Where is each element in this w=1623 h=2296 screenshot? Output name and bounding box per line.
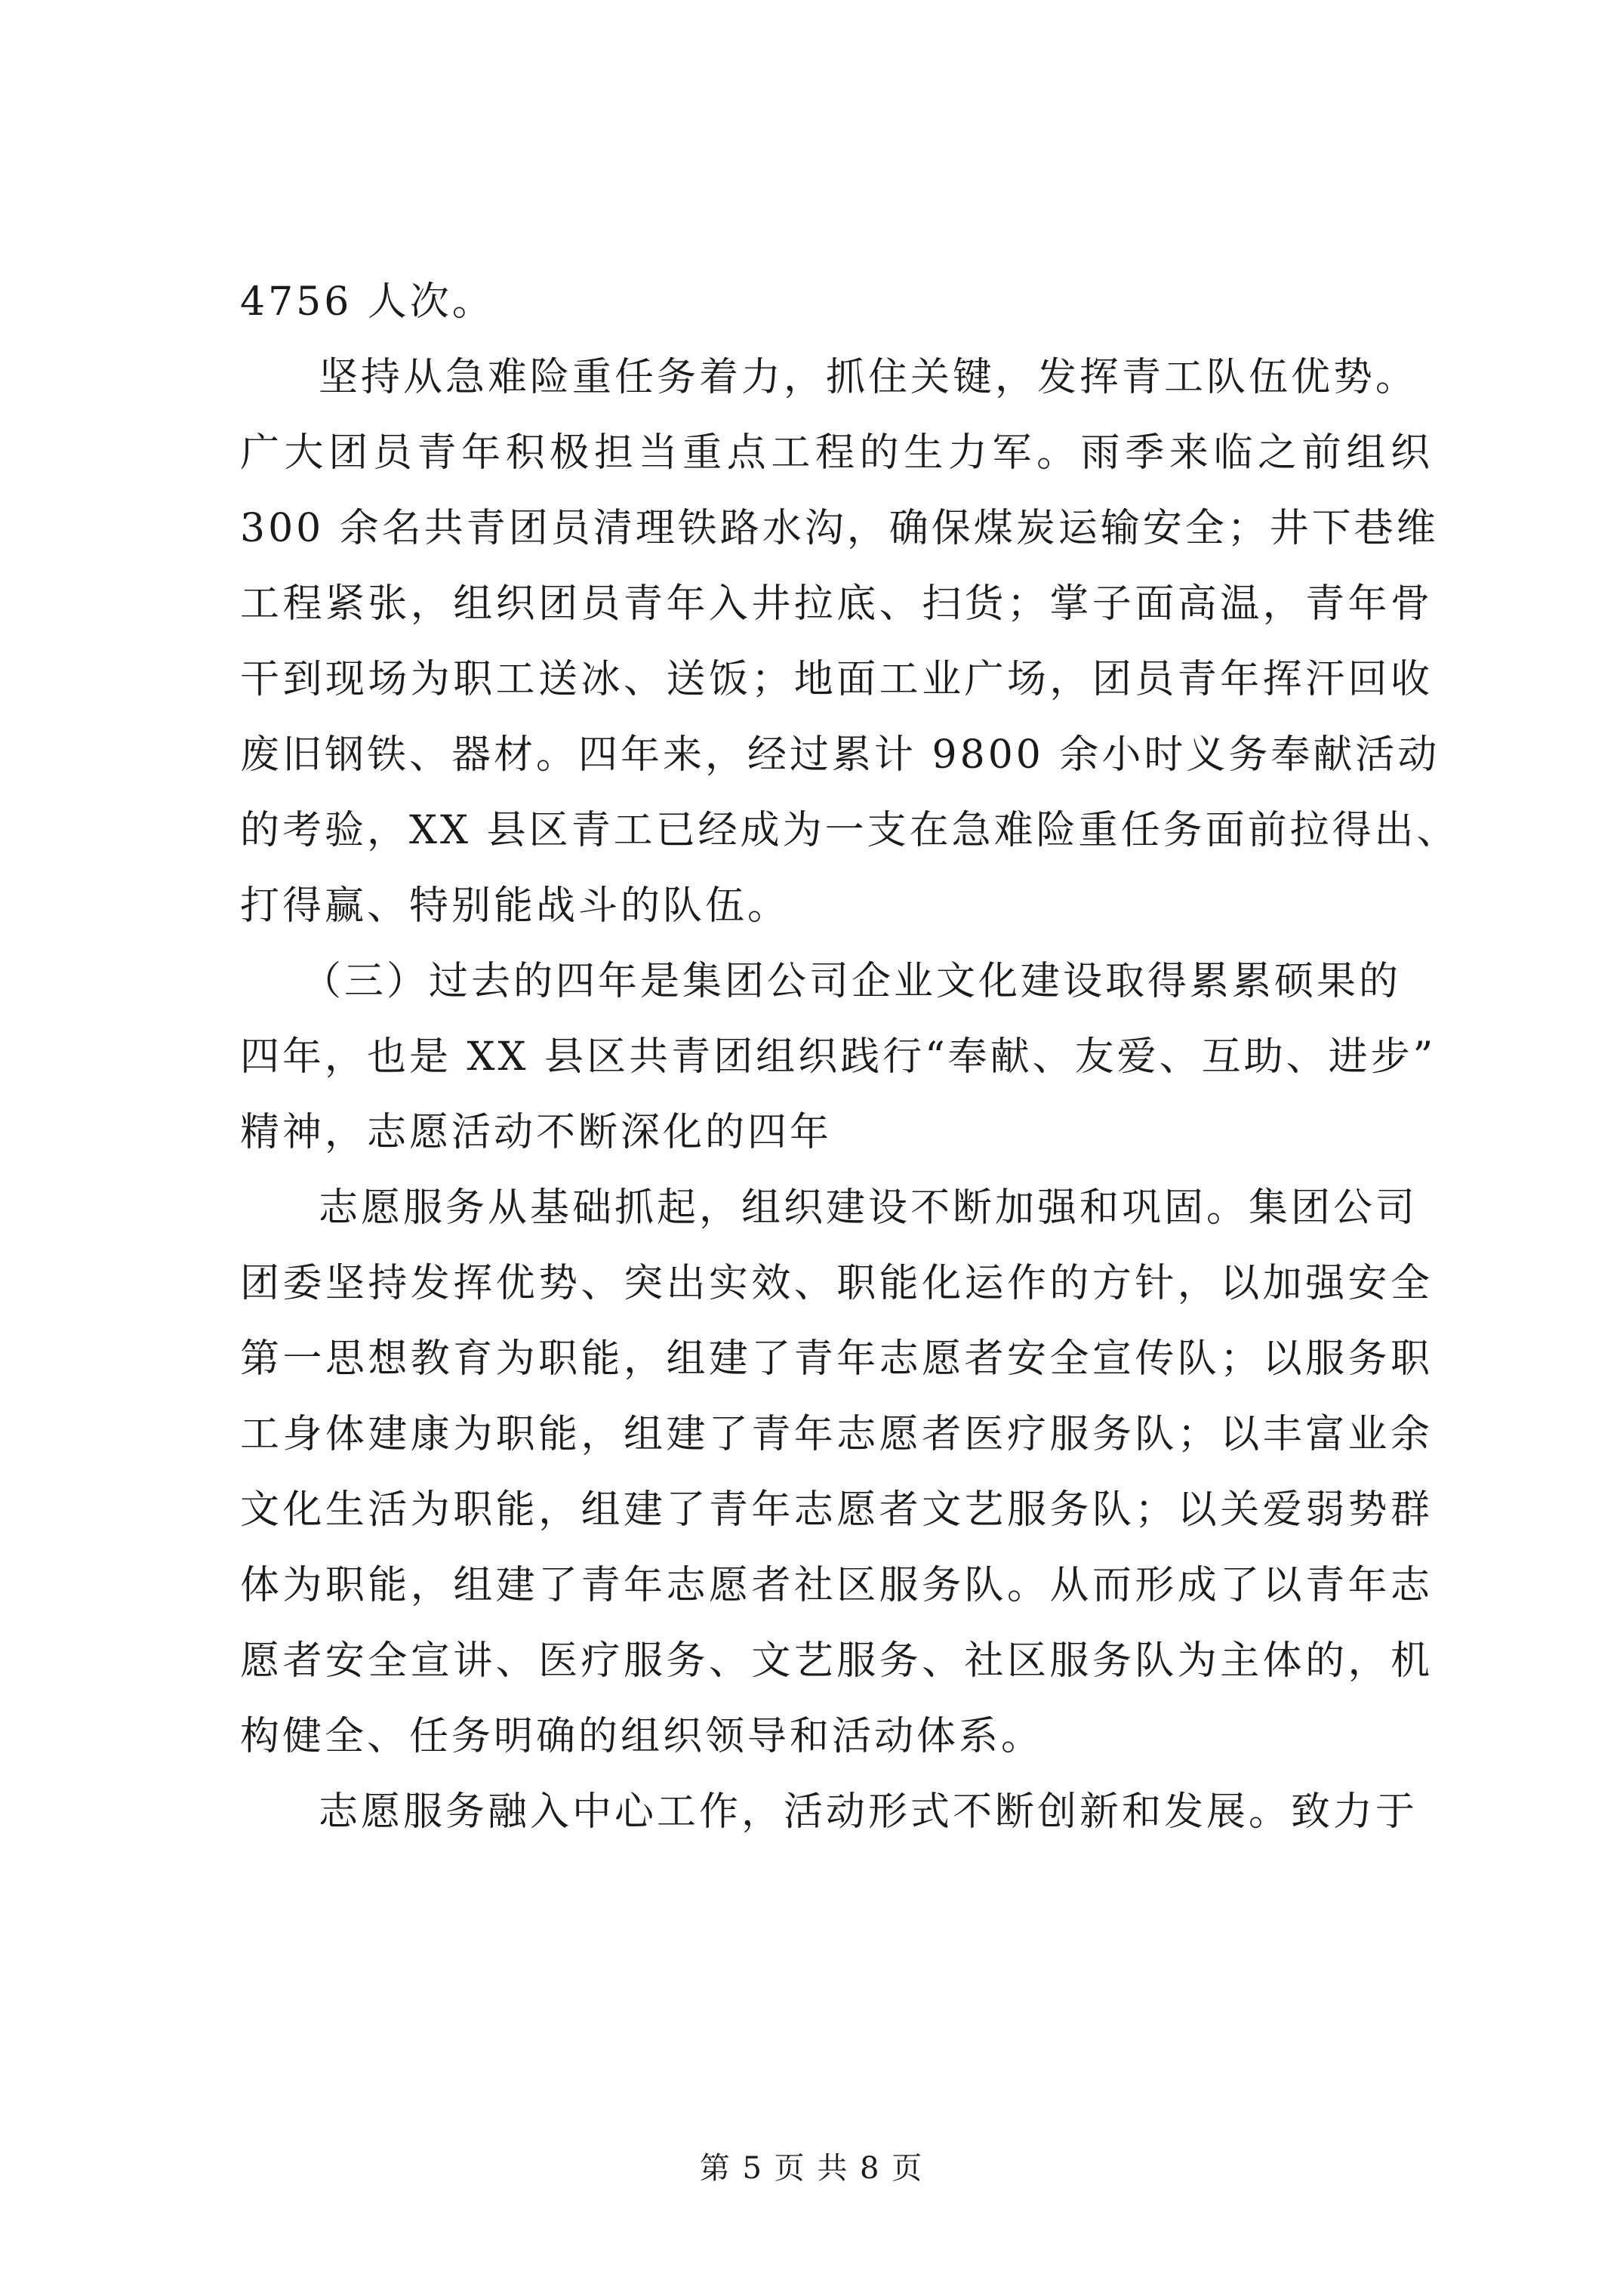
document-body bbox=[240, 264, 1459, 1850]
text-line: 干到现场为职工送冰、送饭；地面工业广场，团员青年挥汗回收 bbox=[240, 657, 1433, 702]
text-line: 广大团员青年积极担当重点工程的生力军。雨季来临之前组织 bbox=[240, 430, 1433, 476]
text-line: 工程紧张，组织团员青年入井拉底、扫货；掌子面高温，青年骨 bbox=[240, 581, 1433, 627]
text-line: 构健全、任务明确的组织领导和活动体系。 bbox=[240, 1714, 1044, 1759]
section-heading-line: 四年，也是 XX 县区共青团组织践行“奉献、友爱、互助、进步” bbox=[240, 1034, 1437, 1080]
text-line: 愿者安全宣讲、医疗服务、文艺服务、社区服务队为主体的，机 bbox=[240, 1638, 1433, 1684]
paragraph-start: 坚持从急难险重任务着力，抓住关键，发挥青工队伍优势。 bbox=[319, 355, 1418, 400]
text-line: 打得赢、特别能战斗的队伍。 bbox=[240, 883, 790, 929]
section-heading: （三）过去的四年是集团公司企业文化建设取得累累硕果的 bbox=[302, 959, 1402, 1004]
text-line: 废旧钢铁、器材。四年来，经过累计 9800 余小时义务奉献活动 bbox=[240, 732, 1440, 778]
text-line: 的考验，XX 县区青工已经成为一支在急难险重任务面前拉得出、 bbox=[240, 808, 1459, 853]
text-line: 体为职能，组建了青年志愿者社区服务队。从而形成了以青年志 bbox=[240, 1563, 1433, 1608]
text-line: 300 余名共青团员清理铁路水沟，确保煤炭运输安全；井下巷维 bbox=[240, 506, 1439, 551]
text-line: 文化生活为职能，组建了青年志愿者文艺服务队；以关爱弱势群 bbox=[240, 1487, 1433, 1533]
text-line: 第一思想教育为职能，组建了青年志愿者安全宣传队；以服务职 bbox=[240, 1336, 1433, 1382]
paragraph-start: 志愿服务从基础抓起，组织建设不断加强和巩固。集团公司 bbox=[319, 1185, 1418, 1231]
text-line: 工身体建康为职能，组建了青年志愿者医疗服务队；以丰富业余 bbox=[240, 1412, 1433, 1457]
text-line: 团委坚持发挥优势、突出实效、职能化运作的方针，以加强安全 bbox=[240, 1261, 1433, 1306]
text-line: 4756 人次。 bbox=[240, 279, 494, 325]
paragraph-start: 志愿服务融入中心工作，活动形式不断创新和发展。致力于 bbox=[319, 1789, 1418, 1835]
section-heading-line: 精神，志愿活动不断深化的四年 bbox=[240, 1110, 833, 1155]
page-number: 第 5 页 共 8 页 bbox=[699, 2151, 924, 2186]
